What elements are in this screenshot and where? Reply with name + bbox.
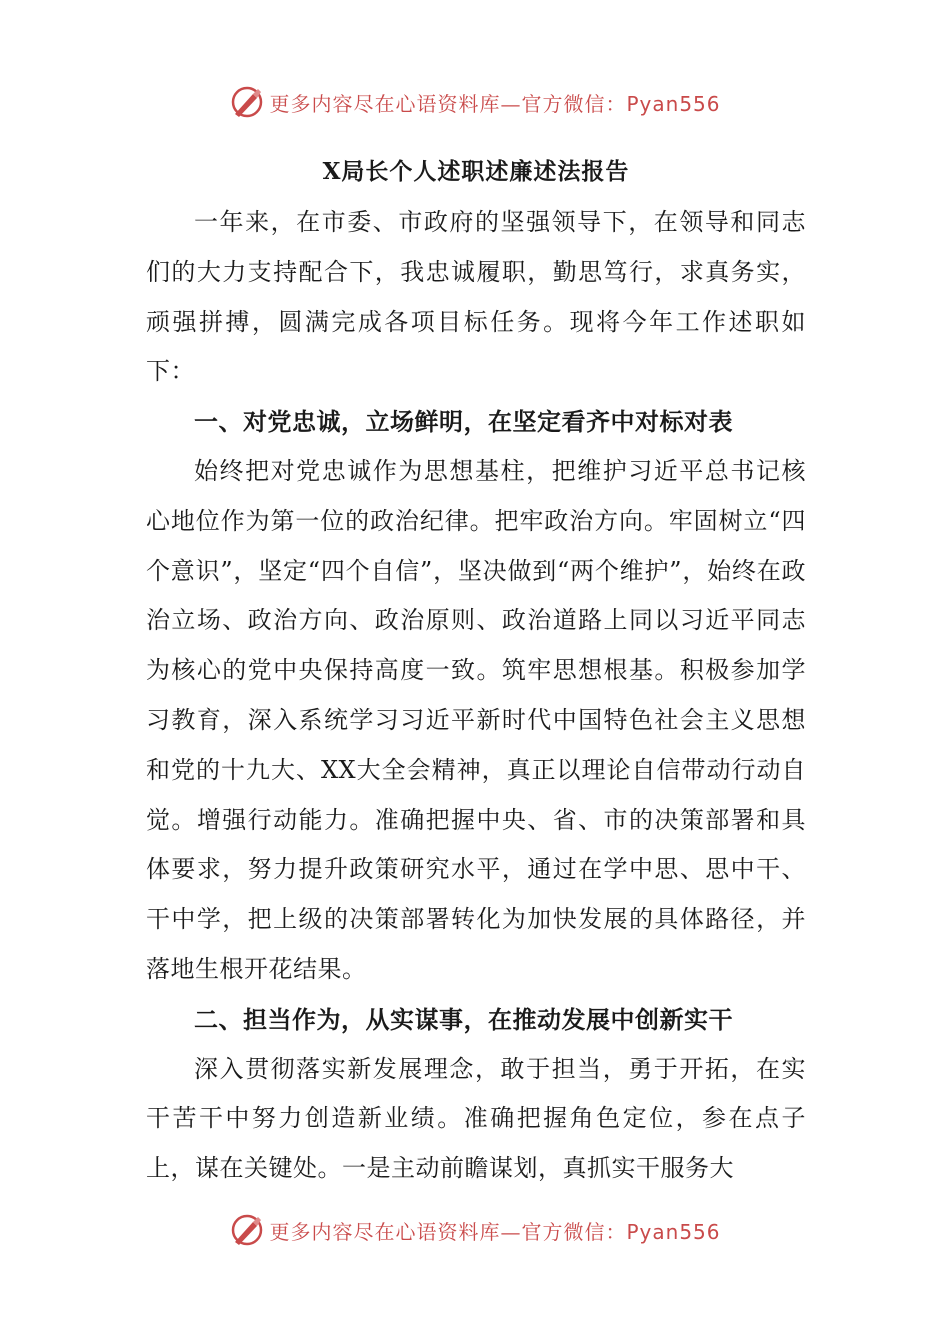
pen-logo-icon — [229, 1212, 265, 1248]
footer-watermark — [0, 1210, 950, 1250]
watermark-text: 更多内容尽在心语资料库—官方微信：Pyan556 — [269, 91, 721, 116]
document-body — [146, 146, 806, 1194]
watermark-text: 更多内容尽在心语资料库—官方微信：Pyan556 — [269, 1219, 721, 1244]
pen-logo-icon — [229, 84, 265, 120]
section-paragraph-1: 始终把对党忠诚作为思想基柱，把维护习近平总书记核心地位作为第一位的政治纪律。把牢政治方向。牢固树立“四个意识”，坚定“四个自信”，坚决做到“两个维护”，始终在政治立场、政治方向、政治原则、政治道路上同以习近平同志为核心的党中央保持高度一致。筑牢思想根基。积极参加学习教育，深入系统学习习近平新时代中国特色社会主义思想和党的十九大、XX大全会精神，真正以理论自信带动行动自觉。增强行动能力。准确把握中央、省、市的决策部署和具体要求，努力提升政策研究水平，通过在学中思、思中干、干中学，把上级的决策部署转化为加快发展的具体路径，并落地生根开花结果。 — [146, 456, 806, 983]
document-title: X局长个人述职述廉述法报告 — [322, 158, 630, 185]
wechat-id: Pyan556 — [626, 91, 721, 116]
wechat-id: Pyan556 — [626, 1219, 721, 1244]
section-heading-1: 一、对党忠诚，立场鲜明，在坚定看齐中对标对表 — [194, 407, 733, 437]
header-watermark — [0, 82, 950, 122]
intro-paragraph: 一年来，在市委、市政府的坚强领导下，在领导和同志们的大力支持配合下，我忠诚履职，勤思笃行，求真务实，顽强拼搏，圆满完成各项目标任务。现将今年工作述职如下： — [146, 208, 806, 386]
section-heading-2: 二、担当作为，从实谋事，在推动发展中创新实干 — [194, 1004, 733, 1034]
section-paragraph-2: 深入贯彻落实新发展理念，敢于担当，勇于开拓，在实干苦干中努力创造新业绩。准确把握角色定位，参在点子上，谋在关键处。一是主动前瞻谋划，真抓实干服务大 — [146, 1054, 806, 1183]
